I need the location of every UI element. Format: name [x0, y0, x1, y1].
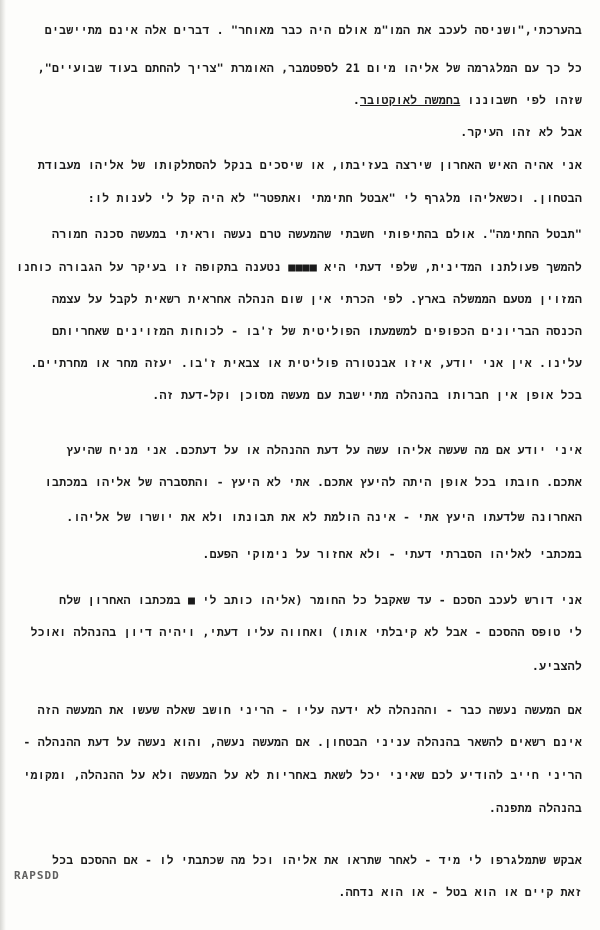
text-line: אני דורש לעכב הסכם - עד שאקבל כל החומר (אליהו כותב לי ■ במכתבו האחרון שלח	[59, 593, 582, 607]
text-line: בהערכתי,"ושניסה לעכב את המו"מ אולם היה כבר מאוחר" . דברים אלה אינם מתיישבים	[44, 23, 582, 37]
underlined-date: בחמשה לאוקטובר	[360, 93, 461, 107]
text-line: להצביע.	[531, 659, 582, 673]
scan-edge-shadow	[0, 0, 6, 930]
text-line-plain: שזהו לפי חשבוננו	[460, 93, 582, 107]
text-line: אם המעשה נעשה כבר - וההנהלה לא ידעה עליו - הריני חושב שאלה שעשו את המעשה הזה	[37, 703, 582, 717]
text-line: הבטחון. וכשאליהו מלגרף לי "אבטל חתימתי ואתפטר" לא היה קל לי לענות לו:	[87, 191, 582, 205]
text-line: הכנסה הבריונים הכפופים למשמעתו הפוליטית של ז'בו - לכוחות המזוינים שאחריותם	[52, 324, 582, 338]
text-line: אתכם. חובתו בכל אופן היתה להיעץ אתכם. אתי לא היעץ - והתסברה של אליהו במכתבו	[44, 475, 582, 489]
text-line-period: .	[352, 93, 361, 107]
text-line: אבל לא זהו העיקר.	[460, 125, 582, 139]
text-line: המזוין מטעם הממשלה בארץ. לפי הכרתי אין שום הנהלה אחראית רשאית לקבל על עצמה	[52, 292, 582, 306]
text-line: הריני חייב להודיע לכם שאיני יכל לשאת באחריות לא על המעשה ולא על ההנהלה, ומקומי	[23, 768, 582, 782]
text-line: בכל אופן אין חברותו בהנהלה מתיישבת עם מעשה מסוכן וקל-דעת זה.	[152, 388, 582, 402]
text-line: בהנהלה מתפנה.	[488, 801, 582, 815]
text-line: אבקש שתמלגרפו לי מיד - לאחר שתראו את אליהו וכל מה שכתבתי לו - אם ההסכם בכל	[51, 853, 582, 867]
text-line: אינם רשאים להשאר בהנהלה עניני הבטחון. אם המעשה נעשה, והוא נעשה על דעת ההנהלה -	[23, 735, 582, 749]
text-line: האחרונה שלדעתו היעץ אתי - אינה הולמת לא את תבונתו ולא את יושרו של אליהו.	[66, 510, 582, 524]
text-line: "תבטל החתימה". אולם בהתיפותי חשבתי שהמעשה טרם נעשה וראיתי במעשה סכנה חמורה	[52, 227, 582, 241]
text-line: כל כך עם המלגרמה של אליהו מיום 21 לספטמבר, האומרת "צריך להחתם בעוד שבועיים",	[37, 61, 582, 75]
text-line: אני אהיה האיש האחרון שירצה בעזיבתו, או שיסכים בנקל להסתלקותו של אליהו מעבודת	[37, 158, 582, 172]
text-line: זאת קיים או הוא בטל - או הוא נדחה.	[338, 885, 582, 899]
archive-stamp: RAPSDD	[14, 869, 60, 882]
text-line	[10, 92, 582, 108]
text-line: לי טופס ההסכם - אבל לא קיבלתי אותו) ואחווה עליו דעתי, ויהיה דיון בהנהלה ואוכל	[30, 625, 582, 639]
text-line: להמשך פעולתנו המדינית, שלפי דעתי היא ■■■■ נטענה בתקופה זו בעיקר על הגבורה כוחנו	[16, 260, 582, 274]
text-line: במכתבי לאליהו הסברתי דעתי - ולא אחזור על נימוקי הפעם.	[202, 547, 582, 561]
text-line: עלינו. אין אני יודע, איזו אבנטורה פוליטית או צבאית ז'בו. יעזה מחר או מחרתיים.	[30, 356, 582, 370]
text-line: איני יודע אם מה שעשה אליהו עשה על דעת ההנהלה או על דעתכם. אני מניח שהיעץ	[66, 443, 582, 457]
